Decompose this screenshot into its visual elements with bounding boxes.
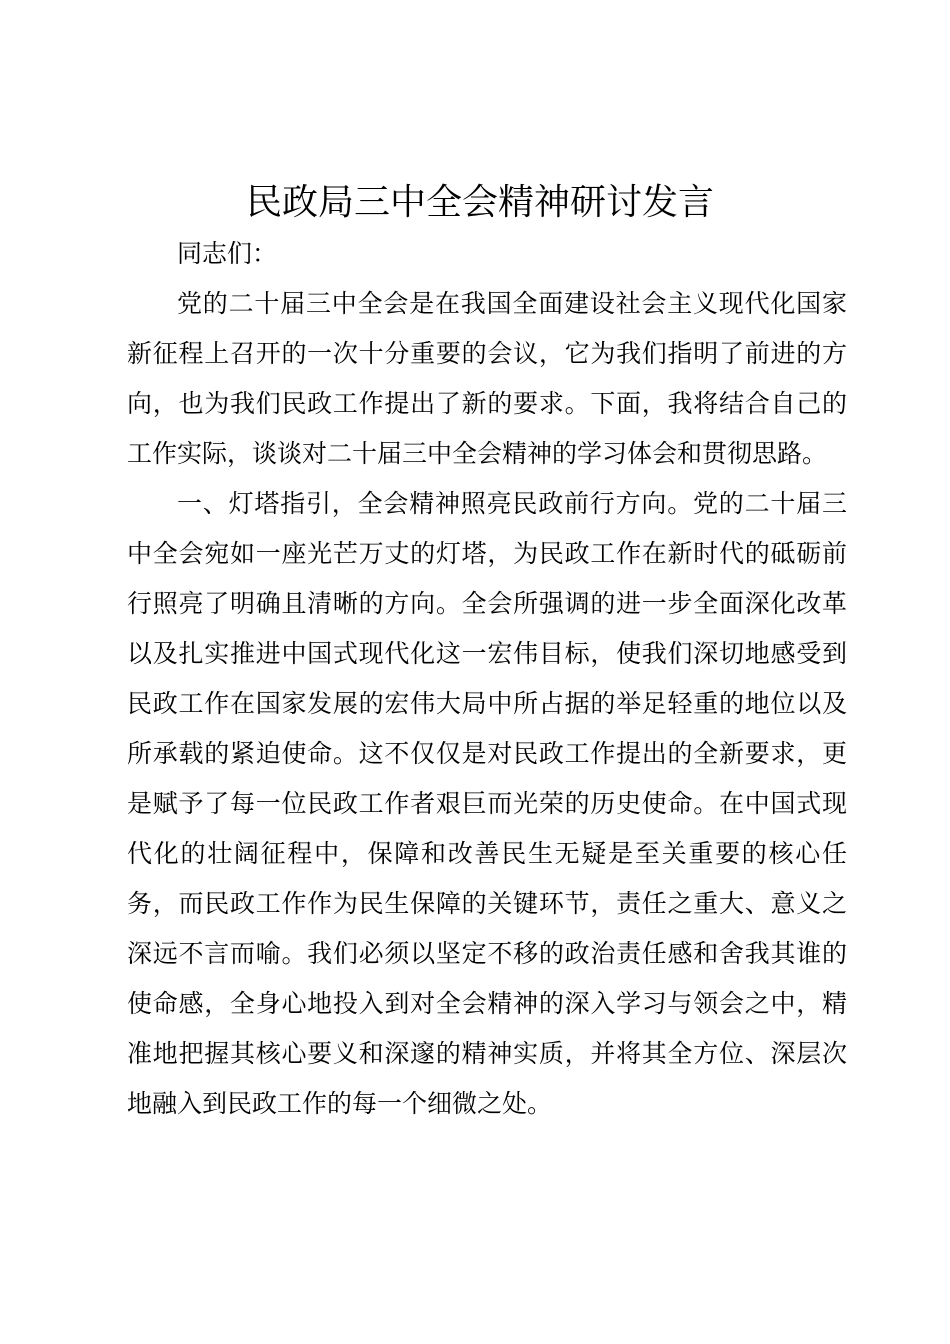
salutation: 同志们：	[177, 239, 278, 268]
paragraph-intro: 党的二十届三中全会是在我国全面建设社会主义现代化国家新征程上召开的一次十分重要的会议，它为我们指明了前进的方向，也为我们民政工作提出了新的要求。下面，我将结合自己的工作实际，谈谈对二十届三中全会精神的学习体会和贯彻思路。	[127, 289, 847, 468]
document-body	[127, 229, 847, 1129]
document-title: 民政局三中全会精神研讨发言	[245, 182, 714, 223]
paragraph-section-one: 一、灯塔指引，全会精神照亮民政前行方向。党的二十届三中全会宛如一座光芒万丈的灯塔，为民政工作在新时代的砥砺前行照亮了明确且清晰的方向。全会所强调的进一步全面深化改革以及扎实推进中国式现代化这一宏伟目标，使我们深切地感受到民政工作在国家发展的宏伟大局中所占据的举足轻重的地位以及所承载的紧迫使命。这不仅仅是对民政工作提出的全新要求，更是赋予了每一位民政工作者艰巨而光荣的历史使命。在中国式现代化的壮阔征程中，保障和改善民生无疑是至关重要的核心任务，而民政工作作为民生保障的关键环节，责任之重大、意义之深远不言而喻。我们必须以坚定不移的政治责任感和舍我其谁的使命感，全身心地投入到对全会精神的深入学习与领会之中，精准地把握其核心要义和深邃的精神实质，并将其全方位、深层次地融入到民政工作的每一个细微之处。	[127, 489, 847, 1118]
